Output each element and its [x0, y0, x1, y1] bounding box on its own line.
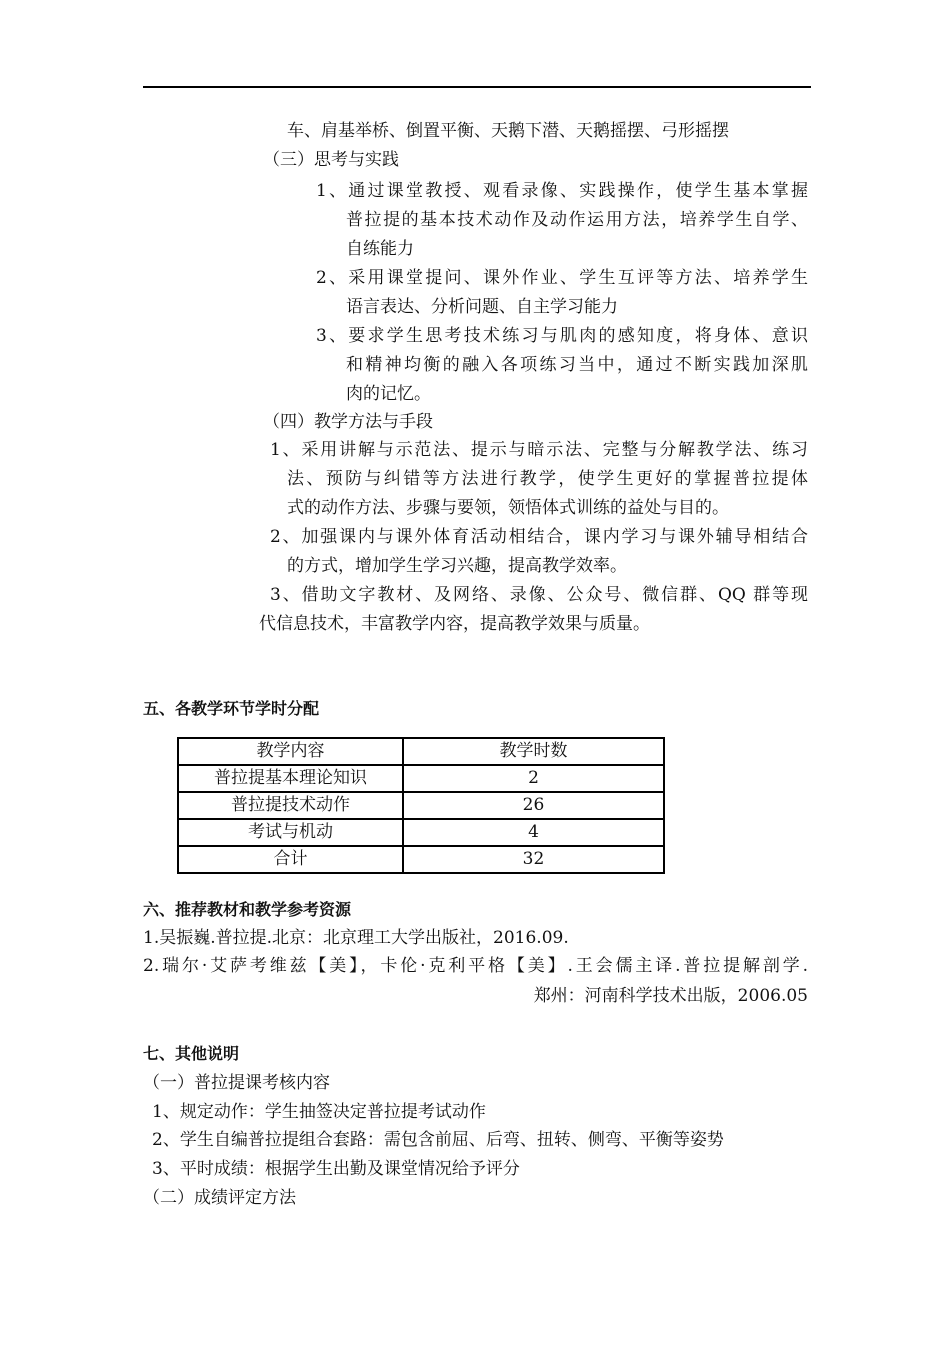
practice-item-1-line-2: 普拉提的基本技术动作及动作运用方法，培养学生自学、 — [346, 210, 808, 230]
header-rule — [143, 86, 811, 88]
method-item-1-line-1: 1、采用讲解与示范法、提示与暗示法、完整与分解教学法、练习 — [270, 440, 808, 460]
list-item: 1、规定动作：学生抽签决定普拉提考试动作 — [152, 1102, 486, 1122]
method-item-2-line-2: 的方式，增加学生学习兴趣，提高教学效率。 — [287, 556, 627, 576]
table-cell: 考试与机动 — [178, 819, 403, 846]
reference-1: 1.吴振巍.普拉提.北京：北京理工大学出版社，2016.09. — [143, 928, 569, 948]
table-row — [178, 765, 664, 792]
method-item-1-line-2: 法、预防与纠错等方法进行教学，使学生更好的掌握普拉提体 — [287, 469, 808, 489]
table-row — [178, 846, 664, 873]
subsection-think-practice: （三）思考与实践 — [263, 150, 399, 170]
method-item-3-line-2: 代信息技术，丰富教学内容，提高教学效果与质量。 — [259, 614, 650, 634]
section-title-other: 七、其他说明 — [143, 1044, 240, 1063]
practice-item-3-line-3: 肉的记忆。 — [346, 384, 431, 404]
table-header-hours: 教学时数 — [403, 738, 664, 765]
subsection-assessment: （一）普拉提课考核内容 — [143, 1073, 330, 1093]
table-row — [178, 819, 664, 846]
hours-table — [177, 737, 665, 874]
practice-item-1-line-1: 1、通过课堂教授、观看录像、实践操作，使学生基本掌握 — [316, 181, 808, 201]
section-title-references: 六、推荐教材和教学参考资源 — [143, 900, 352, 919]
method-item-1-line-3: 式的动作方法、步骤与要领，领悟体式训练的益处与目的。 — [287, 498, 729, 518]
table-cell: 合计 — [178, 846, 403, 873]
list-item: 3、平时成绩：根据学生出勤及课堂情况给予评分 — [152, 1159, 520, 1179]
table-cell: 普拉提技术动作 — [178, 792, 403, 819]
table-cell: 26 — [403, 792, 664, 819]
content-line-continuation: 车、肩基举桥、倒置平衡、天鹅下潜、天鹅摇摆、弓形摇摆 — [287, 121, 729, 141]
practice-item-1-line-3: 自练能力 — [346, 239, 414, 259]
reference-2-line-1: 2.瑞尔·艾萨考维兹【美】，卡伦·克利平格【美】.王会儒主译.普拉提解剖学. — [143, 956, 808, 976]
practice-item-3-line-1: 3、要求学生思考技术练习与肌肉的感知度，将身体、意识 — [316, 326, 808, 346]
practice-item-2-line-1: 2、采用课堂提问、课外作业、学生互评等方法、培养学生 — [316, 268, 808, 288]
method-item-2-line-1: 2、加强课内与课外体育活动相结合，课内学习与课外辅导相结合 — [270, 527, 808, 547]
list-item: 2、学生自编普拉提组合套路：需包含前屈、后弯、扭转、侧弯、平衡等姿势 — [152, 1130, 724, 1150]
table-cell: 4 — [403, 819, 664, 846]
table-cell: 普拉提基本理论知识 — [178, 765, 403, 792]
table-row — [178, 792, 664, 819]
section-title-hours: 五、各教学环节学时分配 — [143, 699, 320, 718]
table-cell: 32 — [403, 846, 664, 873]
method-item-3-line-1: 3、借助文字教材、及网络、录像、公众号、微信群、QQ 群等现 — [270, 585, 808, 605]
subsection-grading: （二）成绩评定方法 — [143, 1188, 296, 1208]
practice-item-2-line-2: 语言表达、分析问题、自主学习能力 — [346, 297, 618, 317]
table-cell: 2 — [403, 765, 664, 792]
reference-2-line-2: 郑州：河南科学技术出版，2006.05 — [533, 986, 808, 1006]
table-header-row — [178, 738, 664, 765]
practice-item-3-line-2: 和精神均衡的融入各项练习当中，通过不断实践加深肌 — [346, 355, 808, 375]
table-header-content: 教学内容 — [178, 738, 403, 765]
subsection-methods: （四）教学方法与手段 — [263, 412, 433, 432]
